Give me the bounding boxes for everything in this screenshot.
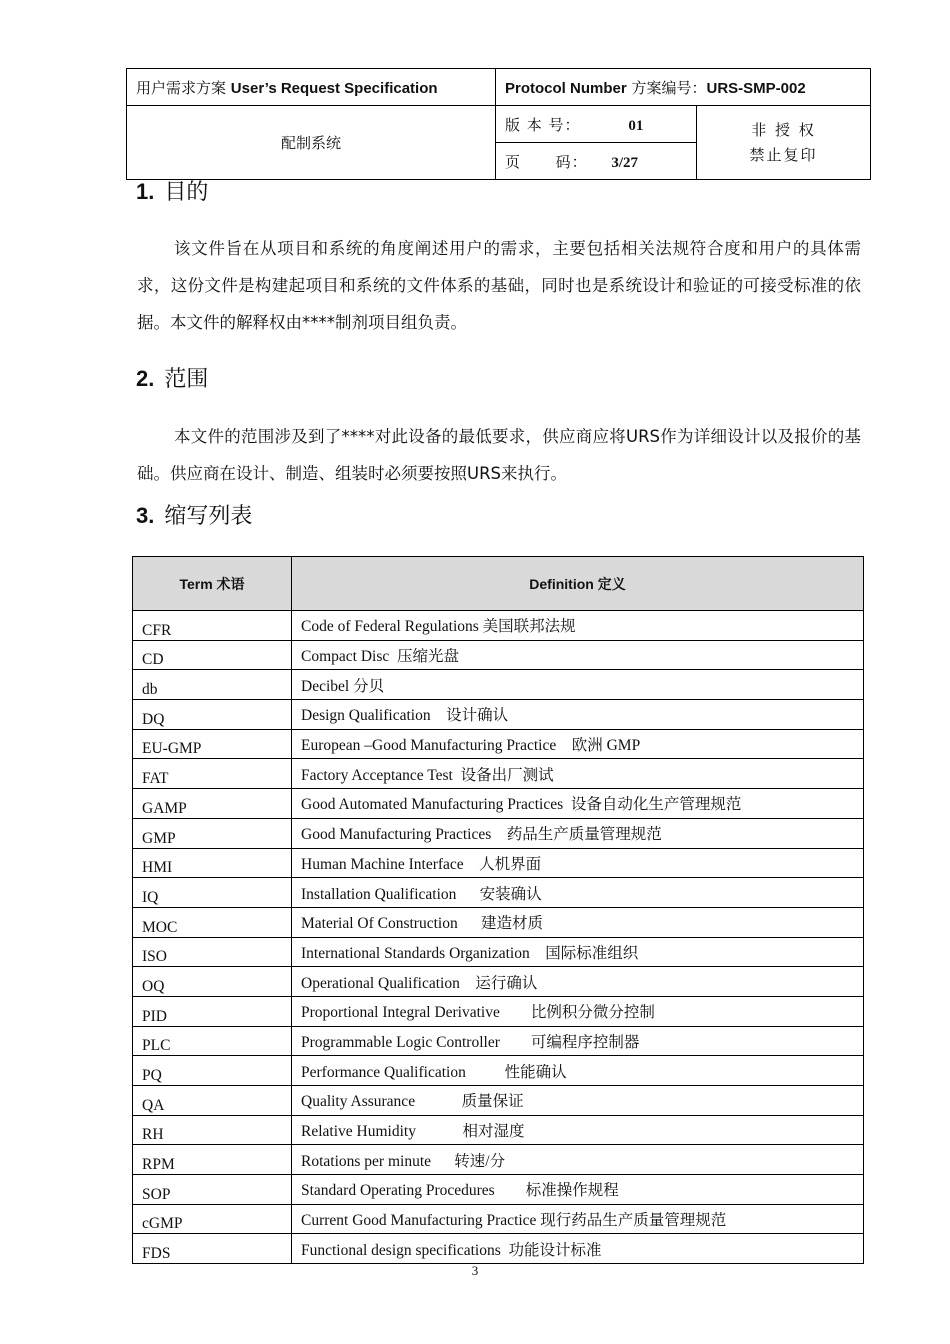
- header-title-en: User’s Request Specification: [230, 79, 438, 97]
- term-cell: HMI: [133, 848, 292, 878]
- header-page: [496, 143, 697, 180]
- section-3-heading: [136, 499, 252, 530]
- header-system-name: 配制系统: [127, 106, 496, 180]
- definition-cell: Quality Assurance 质量保证: [292, 1086, 864, 1116]
- header-version: [496, 106, 697, 143]
- term-cell: IQ: [133, 878, 292, 908]
- definition-cell: European –Good Manufacturing Practice 欧洲 GMP: [292, 729, 864, 759]
- section-1-title: 目的: [164, 180, 209, 205]
- definition-cell: Functional design specifications 功能设计标准: [292, 1234, 864, 1264]
- table-row: [133, 1145, 864, 1175]
- definition-cell: Compact Disc 压缩光盘: [292, 640, 864, 670]
- table-row: [133, 1115, 864, 1145]
- table-row: [133, 1056, 864, 1086]
- term-cell: cGMP: [133, 1204, 292, 1234]
- section-1-number: 1.: [136, 179, 155, 204]
- term-cell: SOP: [133, 1175, 292, 1205]
- term-cell: QA: [133, 1086, 292, 1116]
- stamp-line-2: 禁止复印: [749, 145, 818, 164]
- section-2-title: 范围: [164, 367, 209, 392]
- table-row: [133, 967, 864, 997]
- document-header: [126, 68, 871, 180]
- term-cell: db: [133, 670, 292, 700]
- table-row: [133, 907, 864, 937]
- table-row: [133, 1234, 864, 1264]
- definition-cell: Installation Qualification 安装确认: [292, 878, 864, 908]
- term-cell: CFR: [133, 611, 292, 641]
- protocol-number: URS-SMP-002: [706, 79, 806, 97]
- term-cell: OQ: [133, 967, 292, 997]
- table-row: [133, 1204, 864, 1234]
- section-2-heading: [136, 362, 208, 393]
- table-row: [133, 1175, 864, 1205]
- abbreviation-table-body: [133, 611, 864, 1264]
- definition-cell: Good Automated Manufacturing Practices 设备自动化生产管理规范: [292, 789, 864, 819]
- section-1-body: 该文件旨在从项目和系统的角度阐述用户的需求，主要包括相关法规符合度和用户的具体需求，这份文件是构建起项目和系统的文件体系的基础，同时也是系统设计和验证的可接受标准的依据。本文件的解释权由****制剂项目组负责。: [137, 239, 861, 332]
- definition-cell: Human Machine Interface 人机界面: [292, 848, 864, 878]
- definition-cell: Programmable Logic Controller 可编程序控制器: [292, 1026, 864, 1056]
- term-cell: MOC: [133, 907, 292, 937]
- table-row: [133, 937, 864, 967]
- header-title: [127, 69, 496, 106]
- definition-cell: Standard Operating Procedures 标准操作规程: [292, 1175, 864, 1205]
- footer-page-number: 3: [471, 1263, 479, 1278]
- version-label: 版 本 号：: [505, 115, 581, 134]
- section-2-number: 2.: [136, 366, 155, 391]
- term-cell: FAT: [133, 759, 292, 789]
- term-cell: CD: [133, 640, 292, 670]
- definition-cell: Code of Federal Regulations 美国联邦法规: [292, 611, 864, 641]
- term-cell: RH: [133, 1115, 292, 1145]
- definition-cell: Performance Qualification 性能确认: [292, 1056, 864, 1086]
- stamp-line-1: 非 授 权: [751, 120, 816, 139]
- table-row: [133, 670, 864, 700]
- page-label: 页 码：: [505, 152, 588, 171]
- section-1-heading: [136, 175, 208, 206]
- term-cell: RPM: [133, 1145, 292, 1175]
- definition-cell: Relative Humidity 相对湿度: [292, 1115, 864, 1145]
- table-row: [133, 878, 864, 908]
- table-row: [133, 700, 864, 730]
- term-cell: DQ: [133, 700, 292, 730]
- header-stamp: [697, 106, 871, 180]
- term-cell: PQ: [133, 1056, 292, 1086]
- term-cell: PLC: [133, 1026, 292, 1056]
- table-row: [133, 729, 864, 759]
- section-3-title: 缩写列表: [164, 504, 253, 529]
- column-header-definition: Definition 定义: [292, 557, 864, 611]
- column-header-term: Term 术语: [133, 557, 292, 611]
- term-cell: PID: [133, 996, 292, 1026]
- table-row: [133, 640, 864, 670]
- abbreviation-table: [132, 556, 864, 1264]
- definition-cell: Factory Acceptance Test 设备出厂测试: [292, 759, 864, 789]
- term-cell: ISO: [133, 937, 292, 967]
- table-row: [133, 996, 864, 1026]
- definition-cell: Operational Qualification 运行确认: [292, 967, 864, 997]
- section-3-number: 3.: [136, 503, 155, 528]
- table-row: [133, 1086, 864, 1116]
- term-cell: GMP: [133, 818, 292, 848]
- page-value: 3/27: [611, 154, 639, 171]
- table-row: [133, 759, 864, 789]
- definition-cell: Proportional Integral Derivative 比例积分微分控制: [292, 996, 864, 1026]
- definition-cell: Design Qualification 设计确认: [292, 700, 864, 730]
- term-cell: GAMP: [133, 789, 292, 819]
- protocol-label-cn: 方案编号：: [631, 78, 707, 97]
- table-row: [133, 611, 864, 641]
- definition-cell: Material Of Construction 建造材质: [292, 907, 864, 937]
- definition-cell: Current Good Manufacturing Practice 现行药品生产质量管理规范: [292, 1204, 864, 1234]
- header-title-cn: 用户需求方案: [136, 78, 227, 97]
- table-row: [133, 848, 864, 878]
- version-value: 01: [628, 117, 644, 134]
- definition-cell: Good Manufacturing Practices 药品生产质量管理规范: [292, 818, 864, 848]
- section-2-body: 本文件的范围涉及到了****对此设备的最低要求，供应商应将URS作为详细设计以及报价的基础。供应商在设计、制造、组装时必须要按照URS来执行。: [137, 427, 861, 483]
- definition-cell: Rotations per minute 转速/分: [292, 1145, 864, 1175]
- table-row: [133, 789, 864, 819]
- table-row: [133, 1026, 864, 1056]
- protocol-label: Protocol Number: [505, 79, 627, 97]
- table-row: [133, 818, 864, 848]
- term-cell: EU-GMP: [133, 729, 292, 759]
- header-protocol: [496, 69, 871, 106]
- term-cell: FDS: [133, 1234, 292, 1264]
- definition-cell: Decibel 分贝: [292, 670, 864, 700]
- definition-cell: International Standards Organization 国际标准组织: [292, 937, 864, 967]
